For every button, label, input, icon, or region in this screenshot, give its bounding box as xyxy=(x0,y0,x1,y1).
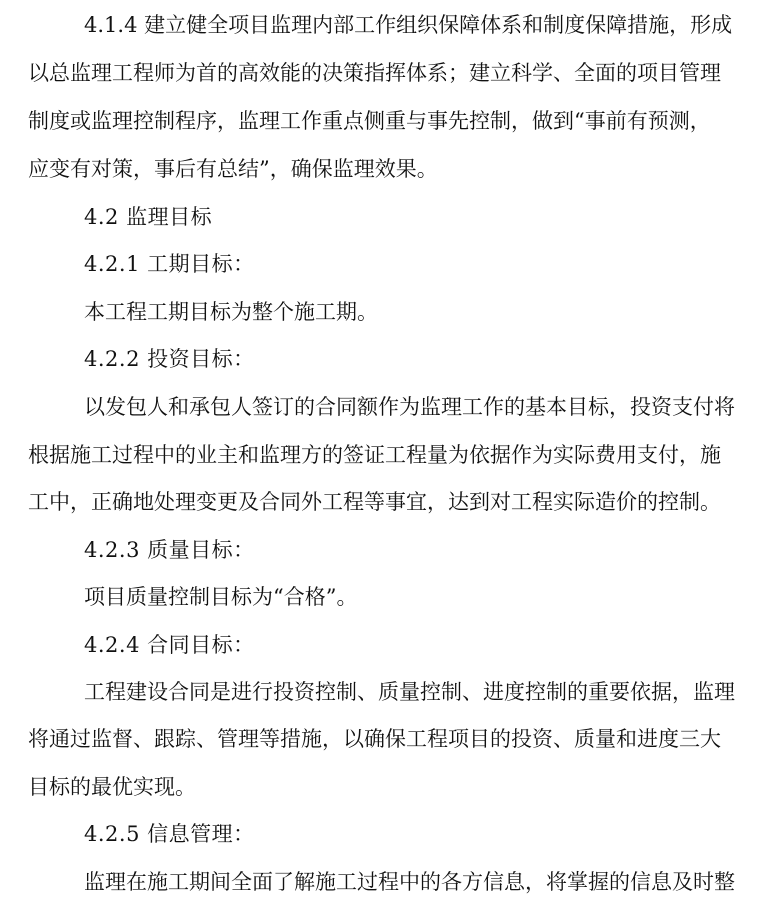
paragraph-4-1-4-line-3: 制度或监理控制程序，监理工作重点侧重与事先控制，做到“事前有预测， xyxy=(28,109,711,133)
paragraph-4-2-4-line-1: 工程建设合同是进行投资控制、质量控制、进度控制的重要依据，监理 xyxy=(84,680,735,704)
heading-4-2-2: 4.2.2 投资目标： xyxy=(84,347,255,371)
heading-4-2-5: 4.2.5 信息管理： xyxy=(84,822,255,846)
paragraph-4-2-1: 本工程工期目标为整个施工期。 xyxy=(84,300,378,324)
paragraph-4-2-2-line-2: 根据施工过程中的业主和监理方的签证工程量为依据作为实际费用支付，施 xyxy=(28,443,721,467)
paragraph-4-2-2-line-1: 以发包人和承包人签订的合同额作为监理工作的基本目标，投资支付将 xyxy=(84,395,735,419)
heading-4-2-3: 4.2.3 质量目标： xyxy=(84,538,255,562)
heading-4-2-4: 4.2.4 合同目标： xyxy=(84,633,255,657)
paragraph-4-1-4-line-4: 应变有对策，事后有总结”，确保监理效果。 xyxy=(28,157,438,181)
paragraph-4-1-4-line-1: 4.1.4 建立健全项目监理内部工作组织保障体系和制度保障措施，形成 xyxy=(84,13,733,37)
paragraph-4-2-4-line-2: 将通过监督、跟踪、管理等措施，以确保工程项目的投资、质量和进度三大 xyxy=(28,727,721,751)
paragraph-4-2-4-line-3: 目标的最优实现。 xyxy=(28,775,196,799)
heading-4-2: 4.2 监理目标 xyxy=(84,205,213,229)
paragraph-4-1-4-line-2: 以总监理工程师为首的高效能的决策指挥体系；建立科学、全面的项目管理 xyxy=(28,61,721,85)
paragraph-4-2-5-line-1: 监理在施工期间全面了解施工过程中的各方信息，将掌握的信息及时整 xyxy=(84,870,735,894)
paragraph-4-2-3: 项目质量控制目标为“合格”。 xyxy=(84,585,358,609)
heading-4-2-1: 4.2.1 工期目标： xyxy=(84,252,255,276)
paragraph-4-2-2-line-3: 工中，正确地处理变更及合同外工程等事宜，达到对工程实际造价的控制。 xyxy=(28,490,721,514)
